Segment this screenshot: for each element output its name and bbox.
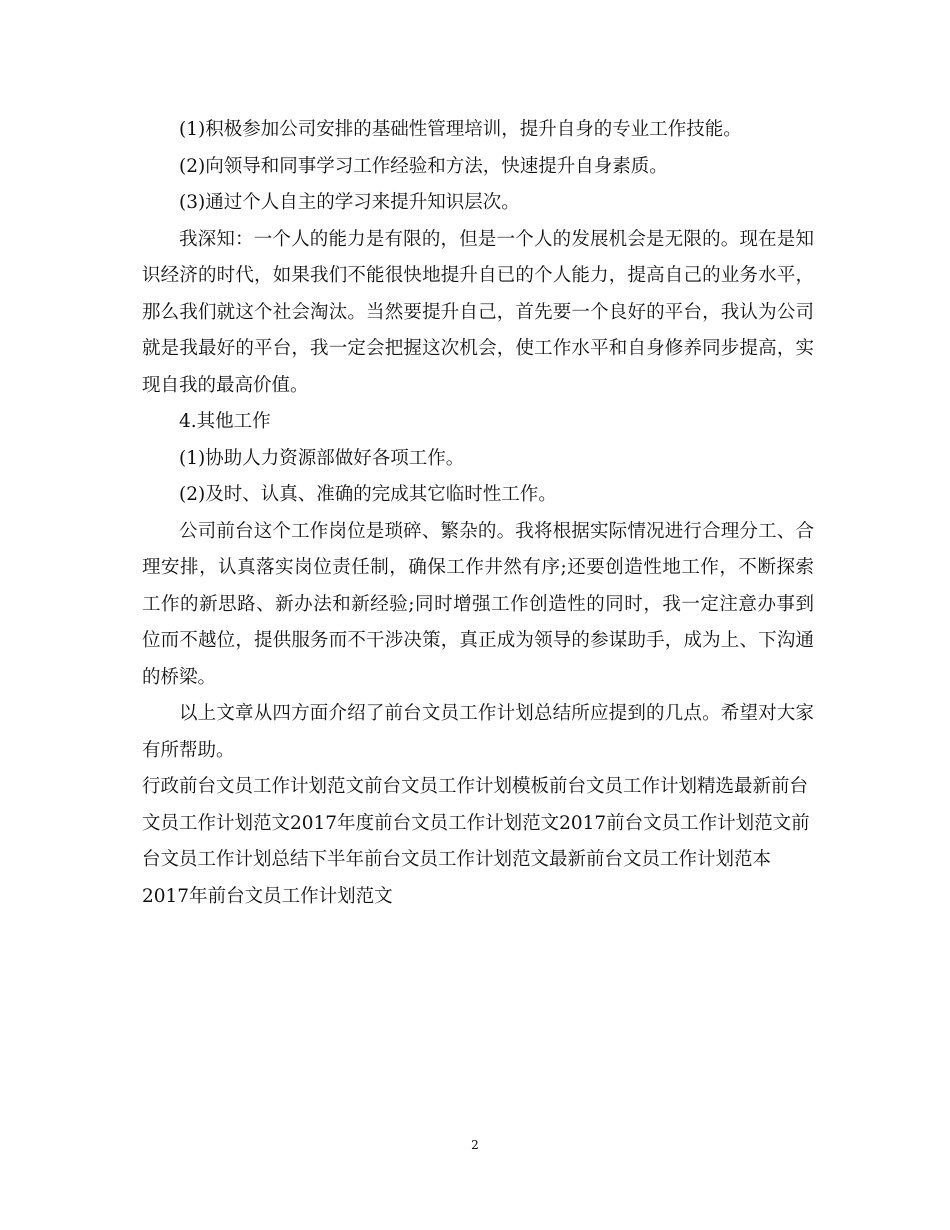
related-articles [142, 769, 814, 915]
paragraph-assist-hr: (1)协助人力资源部做好各项工作。 [179, 447, 465, 469]
related-articles-line[interactable]: 台文员工作计划总结下半年前台文员工作计划范文最新前台文员工作计划范本 [142, 849, 772, 870]
section-heading-other-work: 4.其他工作 [179, 411, 271, 432]
related-articles-line[interactable]: 文员工作计划范文2017年度前台文员工作计划范文2017前台文员工作计划范文前 [142, 812, 810, 834]
paragraph-front-desk-role: 公司前台这个工作岗位是琐碎、繁杂的。我将根据实际情况进行合理分工、合理安排，认真落实岗位责任制，确保工作井然有序;还要创造性地工作，不断探索工作的新思路、新办法和新经验;同时增强工作创造性的同时，我一定注意办事到位而不越位，提供服务而不干涉决策，真正成为领导的参谋助手，成为上、下沟通的桥梁。 [142, 520, 814, 688]
page-number: 2 [471, 1138, 479, 1152]
paragraph-self-study: (3)通过个人自主的学习来提升知识层次。 [179, 192, 520, 213]
paragraph-self-improvement: 我深知：一个人的能力是有限的，但是一个人的发展机会是无限的。现在是知识经济的时代，如果我们不能很快地提升自已的个人能力，提高自己的业务水平，那么我们就这个社会淘汰。当然要提升自己，首先要一个良好的平台，我认为公司就是我最好的平台，我一定会把握这次机会，使工作水平和自身修养同步提高，实现自我的最高价值。 [142, 228, 814, 396]
paragraph-training: (1)积极参加公司安排的基础性管理培训，提升自身的专业工作技能。 [179, 119, 742, 140]
paragraph-temporary-tasks: (2)及时、认真、准确的完成其它临时性工作。 [179, 484, 557, 505]
paragraph-conclusion: 以上文章从四方面介绍了前台文员工作计划总结所应提到的几点。希望对大家有所帮助。 [142, 703, 814, 761]
related-articles-line[interactable]: 2017年前台文员工作计划范文 [142, 885, 393, 907]
paragraph-learn-from-leaders: (2)向领导和同事学习工作经验和方法，快速提升自身素质。 [179, 155, 668, 177]
document-body [142, 112, 814, 915]
related-articles-line[interactable]: 行政前台文员工作计划范文前台文员工作计划模板前台文员工作计划精选最新前台 [142, 776, 809, 797]
